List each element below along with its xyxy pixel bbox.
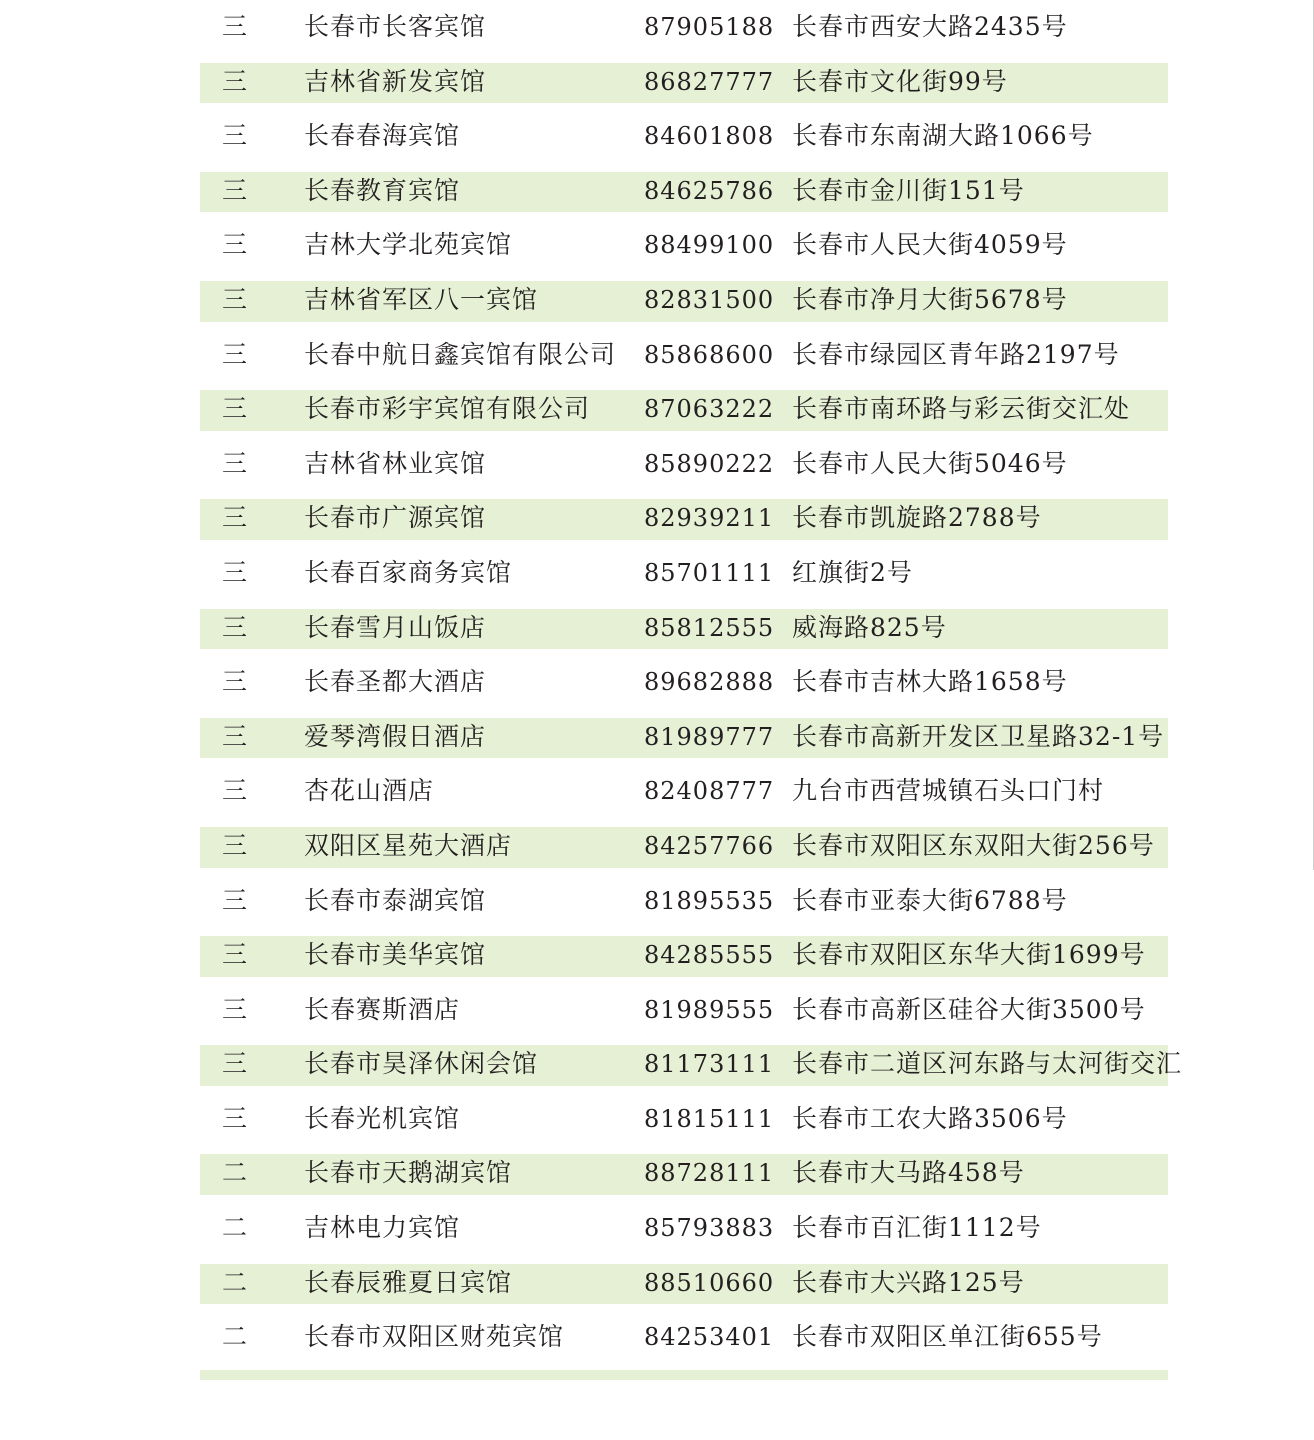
table-row <box>200 1037 1183 1092</box>
hotel-name: 双阳区星苑大酒店 <box>304 830 513 860</box>
hotel-table <box>200 0 1183 1365</box>
hotel-phone: 85793883 <box>644 1214 775 1243</box>
hotel-name: 长春市美华宾馆 <box>304 940 487 970</box>
hotel-level: 三 <box>222 721 249 751</box>
hotel-level: 三 <box>222 448 249 478</box>
hotel-address: 长春市东南湖大路1066号 <box>792 121 1094 151</box>
hotel-level: 三 <box>222 503 249 533</box>
hotel-name: 长春市昊泽休闲会馆 <box>304 1049 539 1079</box>
hotel-phone: 87063222 <box>644 395 775 424</box>
hotel-phone: 85701111 <box>644 558 775 587</box>
hotel-level: 三 <box>222 12 249 41</box>
hotel-phone: 85812555 <box>644 613 775 642</box>
hotel-name: 长春赛斯酒店 <box>304 994 461 1024</box>
hotel-phone: 84253401 <box>644 1323 775 1352</box>
hotel-name: 长春光机宾馆 <box>304 1103 461 1133</box>
hotel-address: 长春市高新区硅谷大街3500号 <box>792 994 1146 1024</box>
hotel-name: 长春圣都大酒店 <box>304 667 487 697</box>
hotel-level: 三 <box>222 940 249 970</box>
table-row <box>200 382 1168 437</box>
hotel-level: 三 <box>222 394 249 424</box>
hotel-address: 长春市人民大街5046号 <box>792 448 1068 478</box>
hotel-phone: 81895535 <box>644 886 775 915</box>
hotel-name: 吉林电力宾馆 <box>304 1213 461 1243</box>
hotel-level: 三 <box>222 830 249 860</box>
hotel-address: 九台市西营城镇石头口门村 <box>792 776 1105 806</box>
hotel-address: 威海路825号 <box>792 612 947 642</box>
hotel-name: 爱琴湾假日酒店 <box>304 721 487 751</box>
hotel-phone: 82831500 <box>644 285 775 314</box>
hotel-address: 长春市百汇街1112号 <box>792 1213 1042 1243</box>
table-row <box>200 109 1168 164</box>
hotel-address: 长春市凯旋路2788号 <box>792 503 1042 533</box>
hotel-name: 长春春海宾馆 <box>304 121 461 151</box>
hotel-address: 长春市双阳区单江街655号 <box>792 1322 1103 1352</box>
hotel-address: 长春市工农大路3506号 <box>792 1103 1068 1133</box>
hotel-name: 长春市双阳区财苑宾馆 <box>304 1322 565 1352</box>
hotel-name: 吉林省新发宾馆 <box>304 66 487 96</box>
hotel-name: 长春市彩宇宾馆有限公司 <box>304 394 591 424</box>
hotel-phone: 84257766 <box>644 831 775 860</box>
table-row <box>200 273 1168 328</box>
hotel-phone: 82939211 <box>644 504 775 533</box>
table-row <box>200 1146 1168 1201</box>
hotel-phone: 86827777 <box>644 67 775 96</box>
hotel-level: 二 <box>222 1267 249 1297</box>
hotel-level: 三 <box>222 885 249 915</box>
hotel-phone: 88499100 <box>644 231 775 260</box>
table-row <box>200 710 1168 765</box>
hotel-address: 长春市亚泰大街6788号 <box>792 885 1068 915</box>
hotel-name: 吉林省林业宾馆 <box>304 448 487 478</box>
hotel-phone: 84601808 <box>644 122 775 151</box>
hotel-name: 长春百家商务宾馆 <box>304 557 513 587</box>
hotel-phone: 81989555 <box>644 995 775 1024</box>
table-row <box>200 1310 1168 1365</box>
hotel-phone: 85868600 <box>644 340 775 369</box>
hotel-name: 长春教育宾馆 <box>304 175 461 205</box>
hotel-level: 三 <box>222 284 249 314</box>
hotel-phone: 81173111 <box>644 1050 775 1079</box>
hotel-address: 红旗街2号 <box>792 557 913 587</box>
hotel-address: 长春市西安大路2435号 <box>792 12 1068 41</box>
hotel-level: 三 <box>222 994 249 1024</box>
hotel-phone: 82408777 <box>644 777 775 806</box>
hotel-phone: 87905188 <box>644 13 775 41</box>
hotel-address: 长春市大兴路125号 <box>792 1267 1025 1297</box>
table-row <box>200 655 1168 710</box>
hotel-phone: 88728111 <box>644 1159 775 1188</box>
table-row <box>200 1201 1168 1256</box>
hotel-address: 长春市高新开发区卫星路32-1号 <box>792 721 1165 751</box>
hotel-level: 三 <box>222 66 249 96</box>
hotel-level: 二 <box>222 1322 249 1352</box>
hotel-name: 长春中航日鑫宾馆有限公司 <box>304 339 617 369</box>
hotel-name: 吉林大学北苑宾馆 <box>304 230 513 260</box>
table-row <box>200 0 1168 55</box>
table-row <box>200 1256 1168 1311</box>
hotel-phone: 81815111 <box>644 1104 775 1133</box>
table-row <box>200 819 1168 874</box>
hotel-name: 吉林省军区八一宾馆 <box>304 284 539 314</box>
hotel-address: 长春市文化街99号 <box>792 66 1008 96</box>
table-row <box>200 1092 1168 1147</box>
table-row <box>200 546 1168 601</box>
hotel-level: 二 <box>222 1158 249 1188</box>
hotel-address: 长春市南环路与彩云街交汇处 <box>792 394 1131 424</box>
table-row <box>200 928 1168 983</box>
hotel-address: 长春市金川街151号 <box>792 175 1025 205</box>
table-row <box>200 55 1168 110</box>
hotel-phone: 89682888 <box>644 668 775 697</box>
table-row <box>200 328 1168 383</box>
hotel-address: 长春市双阳区东华大街1699号 <box>792 940 1146 970</box>
hotel-phone: 85890222 <box>644 449 775 478</box>
table-row <box>200 218 1168 273</box>
hotel-level: 三 <box>222 339 249 369</box>
hotel-level: 三 <box>222 667 249 697</box>
hotel-address: 长春市大马路458号 <box>792 1158 1025 1188</box>
hotel-name: 长春辰雅夏日宾馆 <box>304 1267 513 1297</box>
hotel-level: 三 <box>222 121 249 151</box>
hotel-phone: 84625786 <box>644 176 775 205</box>
hotel-level: 三 <box>222 230 249 260</box>
hotel-name: 长春市长客宾馆 <box>304 12 487 41</box>
hotel-name: 长春市泰湖宾馆 <box>304 885 487 915</box>
hotel-level: 三 <box>222 776 249 806</box>
hotel-address: 长春市净月大街5678号 <box>792 284 1068 314</box>
hotel-phone: 88510660 <box>644 1268 775 1297</box>
table-row <box>200 491 1168 546</box>
hotel-address: 长春市绿园区青年路2197号 <box>792 339 1120 369</box>
hotel-name: 长春雪月山饭店 <box>304 612 487 642</box>
table-row <box>200 983 1168 1038</box>
hotel-level: 三 <box>222 1103 249 1133</box>
table-row <box>200 164 1168 219</box>
hotel-name: 长春市广源宾馆 <box>304 503 487 533</box>
hotel-level: 三 <box>222 175 249 205</box>
hotel-phone: 84285555 <box>644 941 775 970</box>
hotel-level: 三 <box>222 1049 249 1079</box>
hotel-level: 三 <box>222 557 249 587</box>
hotel-name: 杏花山酒店 <box>304 776 435 806</box>
table-row <box>200 874 1168 929</box>
table-row <box>200 764 1168 819</box>
hotel-address: 长春市双阳区东双阳大街256号 <box>792 830 1155 860</box>
hotel-name: 长春市天鹅湖宾馆 <box>304 1158 513 1188</box>
table-bottom-band <box>200 1370 1168 1380</box>
table-row <box>200 601 1168 656</box>
hotel-address: 长春市人民大街4059号 <box>792 230 1068 260</box>
hotel-level: 二 <box>222 1213 249 1243</box>
table-row <box>200 437 1168 492</box>
hotel-address: 长春市二道区河东路与太河街交汇 <box>792 1049 1183 1079</box>
hotel-level: 三 <box>222 612 249 642</box>
hotel-phone: 81989777 <box>644 722 775 751</box>
hotel-address: 长春市吉林大路1658号 <box>792 667 1068 697</box>
